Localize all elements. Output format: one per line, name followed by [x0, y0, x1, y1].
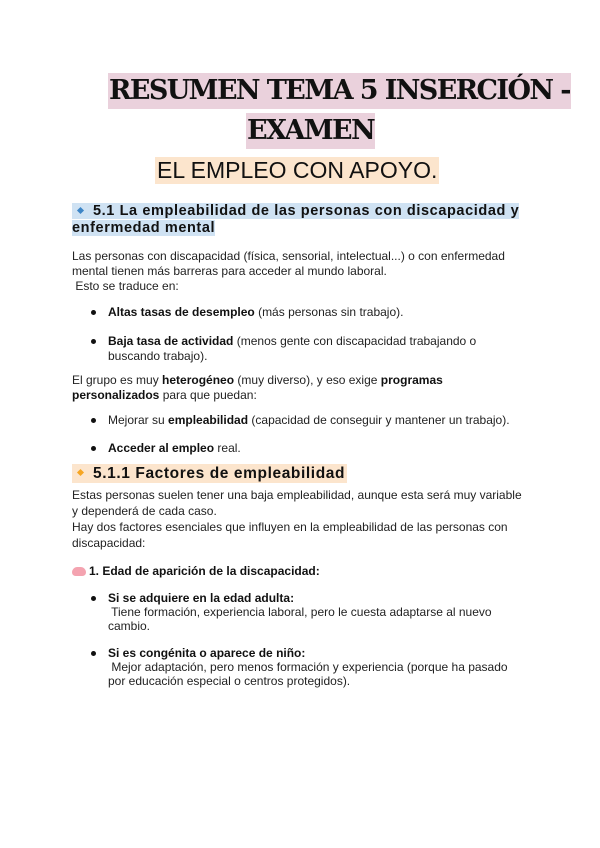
text: (menos gente con discapacidad trabajando o [233, 334, 477, 348]
list-item [108, 413, 510, 428]
bold-text: programas [380, 373, 443, 387]
item-heading: Si es congénita o aparece de niño: [108, 646, 306, 660]
bold-text: Baja tasa de actividad [108, 334, 234, 348]
para-line: Estas personas suelen tener una baja empleabilidad, aunque esta será muy variable [72, 488, 522, 502]
para-line: y dependerá de cada caso. [72, 504, 217, 518]
text: (capacidad de conseguir y mantener un trabajo). [248, 413, 510, 427]
subtitle: EL EMPLEO CON APOYO. [157, 157, 438, 183]
title-line2: EXAMEN [246, 113, 375, 149]
text: para que puedan: [159, 388, 257, 402]
brain-icon [72, 567, 86, 576]
text: El grupo es muy [72, 373, 163, 387]
diamond-bullet-icon [77, 207, 84, 214]
title-line1: RESUMEN TEMA 5 INSERCIÓN - [108, 73, 571, 109]
intro-line: Esto se traduce en: [72, 279, 179, 293]
bullet-icon [91, 596, 96, 601]
text: (muy diverso), y eso exige [234, 373, 381, 387]
list-item [108, 305, 403, 320]
list-item-cont: buscando trabajo). [108, 349, 208, 363]
heading-text: 5.1 La empleabilidad de las personas con discapacidad y [93, 203, 520, 219]
bullet-icon [91, 446, 96, 451]
intro-line: mental tienen más barreras para acceder al mundo laboral. [72, 264, 387, 278]
group-line [72, 388, 257, 403]
factor-heading [72, 564, 320, 579]
bold-text: Acceder al empleo [108, 441, 215, 455]
bullet-icon [91, 651, 96, 656]
heading-text: 5.1.1 Factores de empleabilidad [93, 465, 346, 482]
item-line: cambio. [108, 619, 151, 633]
group-line [72, 373, 443, 388]
diamond-bullet-icon [77, 469, 84, 476]
bullet-icon [91, 339, 96, 344]
bold-text: personalizados [72, 388, 160, 402]
bullet-icon [91, 418, 96, 423]
bullet-icon [91, 310, 96, 315]
factor-label: 1. Edad de aparición de la discapacidad: [89, 564, 320, 578]
item-line: Tiene formación, experiencia laboral, pero le cuesta adaptarse al nuevo [108, 605, 492, 619]
item-heading: Si se adquiere en la edad adulta: [108, 591, 295, 605]
bold-text: Altas tasas de desempleo [108, 305, 255, 319]
text: Mejorar su [108, 413, 169, 427]
section-5-1-heading [72, 203, 519, 219]
bold-text: heterogéneo [162, 373, 235, 387]
section-5-1-heading-cont: enfermedad mental [72, 220, 216, 236]
para-line: discapacidad: [72, 536, 146, 550]
list-item [108, 441, 241, 456]
text: real. [214, 441, 241, 455]
bold-text: empleabilidad [168, 413, 249, 427]
section-5-1-1-heading [72, 464, 347, 483]
list-item [108, 334, 476, 349]
item-line: Mejor adaptación, pero menos formación y experiencia (porque ha pasado [108, 660, 508, 674]
para-line: Hay dos factores esenciales que influyen en la empleabilidad de las personas con [72, 520, 508, 534]
text: (más personas sin trabajo). [254, 305, 404, 319]
item-line: por educación especial o centros protegidos). [108, 674, 351, 688]
intro-line: Las personas con discapacidad (física, sensorial, intelectual...) o con enfermedad [72, 249, 505, 263]
